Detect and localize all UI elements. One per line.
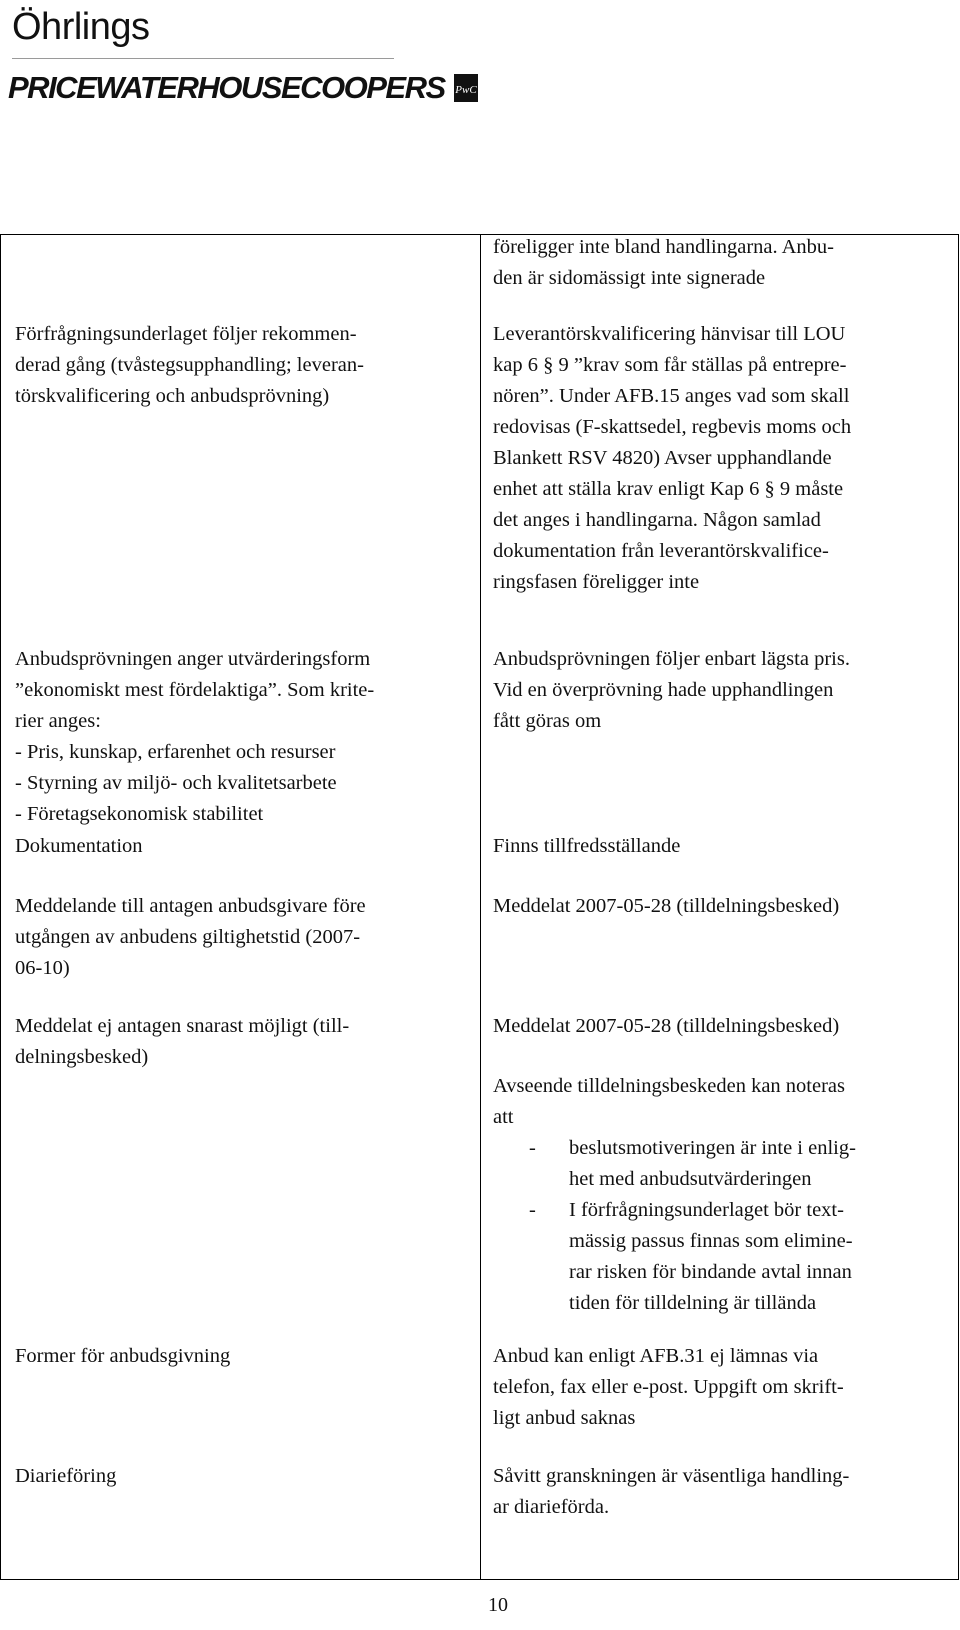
row-notice-winner-criterion: Meddelande till antagen anbudsgivare före utgången av anbudens giltighetstid (2007- 06-10): [15, 895, 366, 979]
row-notice-rejected-finding: Meddelat 2007-05-28 (tilldelningsbesked): [493, 1015, 840, 1037]
firm-logo-pwc-text: PRICEWATERHOUSECOOPERS: [8, 70, 445, 105]
row-procurement-criterion: Förfrågningsunderlaget följer rekommen- derad gång (tvåstegsupphandling; leveran- törskvalificering och anbudsprövning): [15, 323, 364, 407]
firm-logo-pwc: [8, 70, 479, 106]
pwc-seal-icon: [453, 73, 479, 103]
row-documentation-criterion: Dokumentation: [15, 835, 143, 857]
row-procurement-finding: Leverantörskvalificering hänvisar till LOU kap 6 § 9 ”krav som får ställas på entrepre- nören”. Under AFB.15 anges vad som skall redovisas (F-skattsedel, regbevis moms och Blankett RSV 4820) Avser upphandlande enhet att ställa krav enligt Kap 6 § 9 måste det anges i handlingarna. Någon samlad dokumentation från leverantörskvalifice- ringsfasen föreligger inte: [493, 323, 852, 593]
svg-text:PwC: PwC: [454, 84, 477, 96]
row-continuation-finding: föreligger inte bland handlingarna. Anbu- den är sidomässigt inte signerade: [493, 236, 834, 289]
row-notice-rejected-criterion: Meddelat ej antagen snarast möjligt (till- delningsbesked): [15, 1015, 350, 1068]
logo-divider: [12, 58, 394, 59]
row-evaluation-finding: Anbudsprövningen följer enbart lägsta pris. Vid en överprövning hade upphandlingen fått göras om: [493, 648, 850, 732]
review-table: [0, 234, 959, 1580]
firm-logo-ohrlings: Öhrlings: [12, 6, 150, 48]
row-notice-winner-finding: Meddelat 2007-05-28 (tilldelningsbesked): [493, 895, 840, 917]
row-registration-finding: Såvitt granskningen är väsentliga handling- ar diarieförda.: [493, 1465, 850, 1518]
column-divider: [480, 235, 481, 1579]
row-bid-format-finding: Anbud kan enligt AFB.31 ej lämnas via telefon, fax eller e-post. Uppgift om skrift- ligt anbud saknas: [493, 1345, 844, 1429]
row-bid-format-criterion: Former för anbudsgivning: [15, 1345, 231, 1367]
award-note-item: - beslutsmotiveringen är inte i enlig- het med anbudsutvärderingen: [529, 1137, 856, 1190]
page-number: 10: [488, 1594, 508, 1616]
row-evaluation-criterion: Anbudsprövningen anger utvärderingsform ”ekonomiskt mest fördelaktiga”. Som krite- rier anges: - Pris, kunskap, erfarenhet och resurser - Styrning av miljö- och kvalitetsarbete - Företagsekonomisk stabilitet: [15, 648, 375, 825]
award-note-item: - I förfrågningsunderlaget bör text- mässig passus finnas som elimine- rar risken för bindande avtal innan tiden för tilldelning är tillända: [529, 1199, 853, 1314]
row-award-notes: Avseende tilldelningsbeskeden kan noteras att - beslutsmotiveringen är inte i enlig- het med anbudsutvärderingen - I förfrågningsunderlaget bör text- mässig passus finnas som elimine- rar risken för bindande avtal innan tiden för tilldelning är tillända: [493, 1071, 856, 1319]
row-documentation-finding: Finns tillfredsställande: [493, 835, 681, 857]
row-registration-criterion: Diarieföring: [15, 1465, 117, 1487]
